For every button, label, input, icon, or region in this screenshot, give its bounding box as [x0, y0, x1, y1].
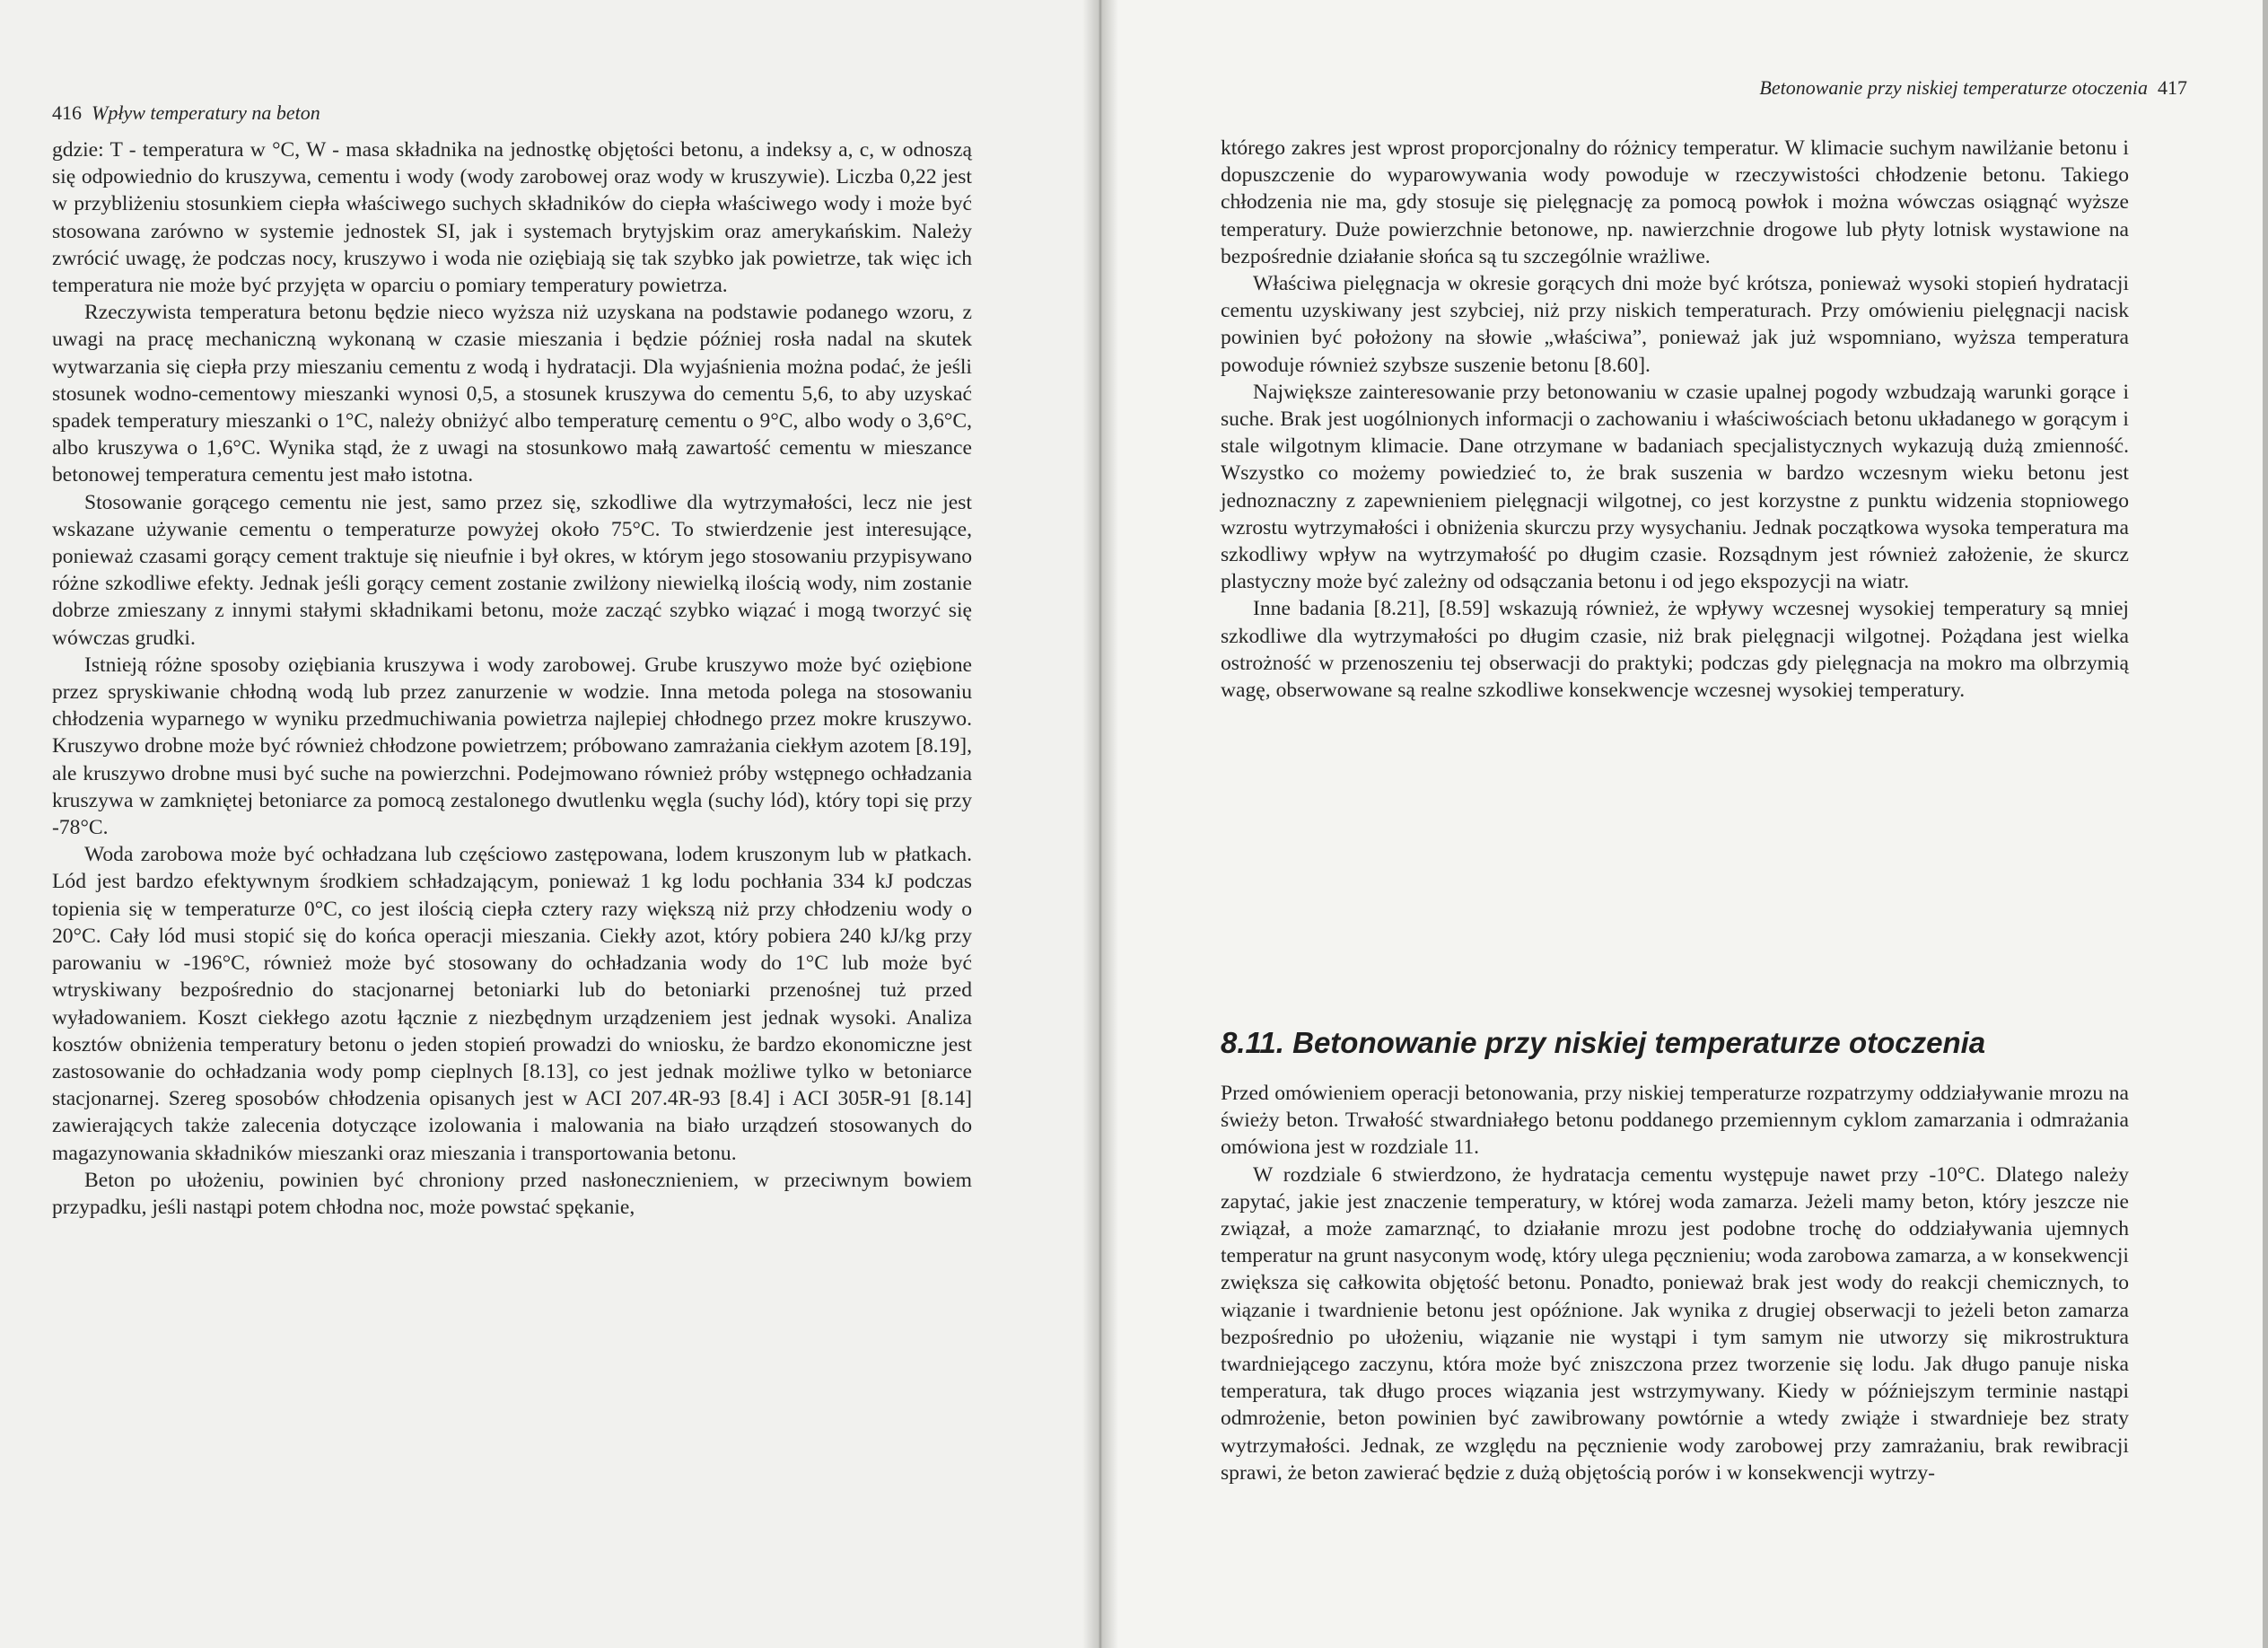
- left-page-body: [52, 136, 972, 1221]
- paragraph: którego zakres jest wprost proporcjonalny do różnicy temperatur. W klimacie suchym nawilżanie betonu i dopuszczenie do wyparowywania wody powoduje w rzeczywistości chłodzenie betonu. Takiego chłodzenia nie ma, gdy stosuje się pielęgnację za pomocą powłok i można wówczas osiągnąć wyższe temperatury. Duże powierzchnie betonowe, np. nawierzchnie drogowe lub płyty lotnisk wystawione na bezpośrednie działanie słońca są tu szczególnie wrażliwe.: [1221, 136, 2129, 268]
- paragraph: W rozdziale 6 stwierdzono, że hydratacja cementu występuje nawet przy -10°C. Dlatego należy zapytać, jakie jest znaczenie temperatury, w której woda zamarza. Jeżeli mamy beton, który jeszcze nie związał, a może zamarznąć, to działanie mrozu jest podobne trochę do oddziaływania ujemnych temperatur na grunt nasyconym wodę, który ulega pęcznieniu; woda zarobowa zamarza, a w konsekwencji zwiększa się całkowita objętość betonu. Ponadto, ponieważ brak jest wody do reakcji chemicznych, to wiązanie i twardnienie betonu jest opóźnione. Jak wynika z drugiej obserwacji to jeżeli beton zamarza bezpośrednio po ułożeniu, wiązanie nie wystąpi i tym samym nie utworzy się mikrostruktura twardniejącego zaczynu, która może być zniszczona przez tworzenie się lodu. Jak długo panuje niska temperatura, tak długo proces wiązania jest wstrzymywany. Kiedy w późniejszym terminie nastąpi odmrożenie, beton powinien być zawibrowany powtórnie a wtedy zwiąże i stwardnieje bez straty wytrzymałości. Jednak, ze względu na pęcznienie wody zarobowej przy zamrażaniu, brak rewibracji sprawi, że beton zawierać będzie z dużą objętością porów i w konsekwencji wytrzy-: [1221, 1162, 2129, 1485]
- section-body: [1221, 1080, 2129, 1486]
- section-heading: 8.11. Betonowanie przy niskiej temperaturze otoczenia: [1221, 1026, 1986, 1059]
- paragraph: Właściwa pielęgnacja w okresie gorących dni może być krótsza, ponieważ wysoki stopień hydratacji cementu uzyskiwany jest szybciej, niż przy niskich temperaturach. Przy omówieniu pielęgnacji nacisk powinien być położony na słowie „właściwa”, ponieważ jak już wspomniano, wyższa temperatura powoduje również szybsze suszenie betonu [8.60].: [1221, 272, 2129, 377]
- book-gutter: [1082, 0, 1118, 1648]
- paragraph: gdzie: T - temperatura w °C, W - masa składnika na jednostkę objętości betonu, a indeksy a, c, w odnoszą się odpowiednio do kruszywa, cementu i wody (wody zarobowej oraz wody w kruszywie). Liczba 0,22 jest w przybliżeniu stosunkiem ciepła właściwego suchych składników do ciepła właściwego wody i może być stosowana zarówno w systemie jednostek SI, jak i systemach brytyjskim oraz amerykańskim. Należy zwrócić uwagę, że podczas nocy, kruszywo i woda nie oziębiają się tak szybko jak powietrze, tak więc ich temperatura nie może być przyjęta w oparciu o pomiary temperatury powietrza.: [52, 138, 972, 298]
- left-page-number: 416: [52, 101, 82, 124]
- left-running-title: Wpływ temperatury na beton: [92, 101, 320, 124]
- left-running-head: [52, 101, 320, 125]
- paragraph: Woda zarobowa może być ochładzana lub częściowo zastępowana, lodem kruszonym lub w płatkach. Lód jest bardzo efektywnym środkiem schładzającym, ponieważ 1 kg lodu pochłania 334 kJ podczas topienia się w temperaturze 0°C, co jest ilością ciepła cztery razy większą niż przy chłodzeniu wody o 20°C. Cały lód musi stopić się do końca operacji mieszania. Ciekły azot, który pobiera 240 kJ/kg przy parowaniu w -196°C, również może być stosowany do ochładzania wody do 1°C lub może być wtryskiwany bezpośrednio do stacjonarnej betoniarki lub do betoniarki przenośnej tuż przed wyładowaniem. Koszt ciekłego azotu łącznie z niezbędnym urządzeniem jest jednak wysoki. Analiza kosztów obniżenia temperatury betonu o jeden stopień prowadzi do wniosku, że bardzo ekonomiczne jest zastosowanie do ochładzania wody pomp cieplnych [8.13], co jest jednak możliwe tylko w betoniarce stacjonarnej. Szereg sposobów chłodzenia opisanych jest w ACI 207.4R-93 [8.4] i ACI 305R-91 [8.14] zawierających także zalecenia dotyczące izolowania i malowania na biało urządzeń stosowanych do magazynowania składników mieszanki oraz mieszania i transportowania betonu.: [52, 843, 972, 1165]
- right-page-body: [1221, 135, 2129, 704]
- paragraph: Beton po ułożeniu, powinien być chroniony przed nasłonecznieniem, w przeciwnym bowiem przypadku, jeśli nastąpi potem chłodna noc, może powstać spękanie,: [52, 1168, 972, 1219]
- right-page-number: 417: [2158, 76, 2187, 99]
- paragraph: Inne badania [8.21], [8.59] wskazują również, że wpływy wczesnej wysokiej temperatury są mniej szkodliwe dla wytrzymałości po długim czasie, niż brak pielęgnacji wilgotnej. Pożądana jest wielka ostrożność w przenoszeniu tej obserwacji do praktyki; podczas gdy pielęgnacja na mokro ma olbrzymią wagę, obserwowane są realne szkodliwe konsekwencje wczesnej wysokiej temperatury.: [1221, 597, 2129, 703]
- left-page: [0, 0, 1099, 1648]
- paragraph: Największe zainteresowanie przy betonowaniu w czasie upalnej pogody wzbudzają warunki gorące i suche. Brak jest uogólnionych informacji o zachowaniu i właściwościach betonu układanego w gorącym i stale wilgotnym klimacie. Dane otrzymane w badaniach specjalistycznych wykazują dużą zmienność. Wszystko co możemy powiedzieć to, że brak suszenia w bardzo wczesnym wieku betonu jest jednoznaczny z zapewnieniem pielęgnacji wilgotnej, co jest korzystne z punktu widzenia stopniowego wzrostu wytrzymałości i obniżenia skurczu przy wysychaniu. Jednak początkowa wysoka temperatura ma szkodliwy wpływ na wytrzymałość po długim czasie. Rozsądnym jest również założenie, że skurcz plastyczny może być zależny od odsączania betonu i od jego ekspozycji na wiatr.: [1221, 380, 2129, 594]
- paragraph: Istnieją różne sposoby oziębiania kruszywa i wody zarobowej. Grube kruszywo może być oziębione przez spryskiwanie chłodną wodą lub przez zanurzenie w wodzie. Inna metoda polega na stosowaniu chłodzenia wyparnego w wyniku przedmuchiwania powietrza najlepiej chłodnego przez mokre kruszywo. Kruszywo drobne może być również chłodzone powietrzem; próbowano zamrażania ciekłym azotem [8.19], ale kruszywo drobne musi być suche na powierzchni. Podejmowano również próby wstępnego ochładzania kruszywa w zamkniętej betoniarce za pomocą zestalonego dwutlenku węgla (suchy lód), który topi się przy -78°C.: [52, 653, 972, 840]
- right-running-title: Betonowanie przy niskiej temperaturze otoczenia: [1759, 76, 2148, 99]
- paragraph: Przed omówieniem operacji betonowania, przy niskiej temperaturze rozpatrzymy oddziaływanie mrozu na świeży beton. Trwałość stwardniałego betonu poddanego przemiennym cyklom zamarzania i odmrażania omówiona jest w rozdziale 11.: [1221, 1082, 2129, 1160]
- page-edge: [2263, 0, 2268, 1648]
- right-running-head: [1759, 76, 2187, 100]
- paragraph: Stosowanie gorącego cementu nie jest, samo przez się, szkodliwe dla wytrzymałości, lecz nie jest wskazane używanie cementu o temperaturze powyżej około 75°C. To stwierdzenie jest interesujące, ponieważ czasami gorący cement traktuje się nieufnie i był okres, w którym jego stosowaniu przypisywano różne szkodliwe efekty. Jednak jeśli gorący cement zostanie zwilżony niewielką ilością wody, nim zostanie dobrze zmieszany z innymi stałymi składnikami betonu, może zacząć szybko wiązać i mogą tworzyć się wówczas grudki.: [52, 490, 972, 650]
- paragraph: Rzeczywista temperatura betonu będzie nieco wyższa niż uzyskana na podstawie podanego wzoru, z uwagi na pracę mechaniczną wykonaną w czasie mieszania i będzie później rosła nadal na skutek wytwarzania się ciepła przy mieszaniu cementu z wodą i hydratacji. Dla wyjaśnienia można podać, że jeśli stosunek wodno-cementowy mieszanki wynosi 0,5, a stosunek kruszywa do cementu 5,6, to aby uzyskać spadek temperatury mieszanki o 1°C, należy obniżyć albo temperaturę cementu o 9°C, albo wody o 3,6°C, albo kruszywa o 1,6°C. Wynika stąd, że z uwagi na stosunkowo małą zawartość cementu w mieszance betonowej temperatura cementu jest mało istotna.: [52, 301, 972, 487]
